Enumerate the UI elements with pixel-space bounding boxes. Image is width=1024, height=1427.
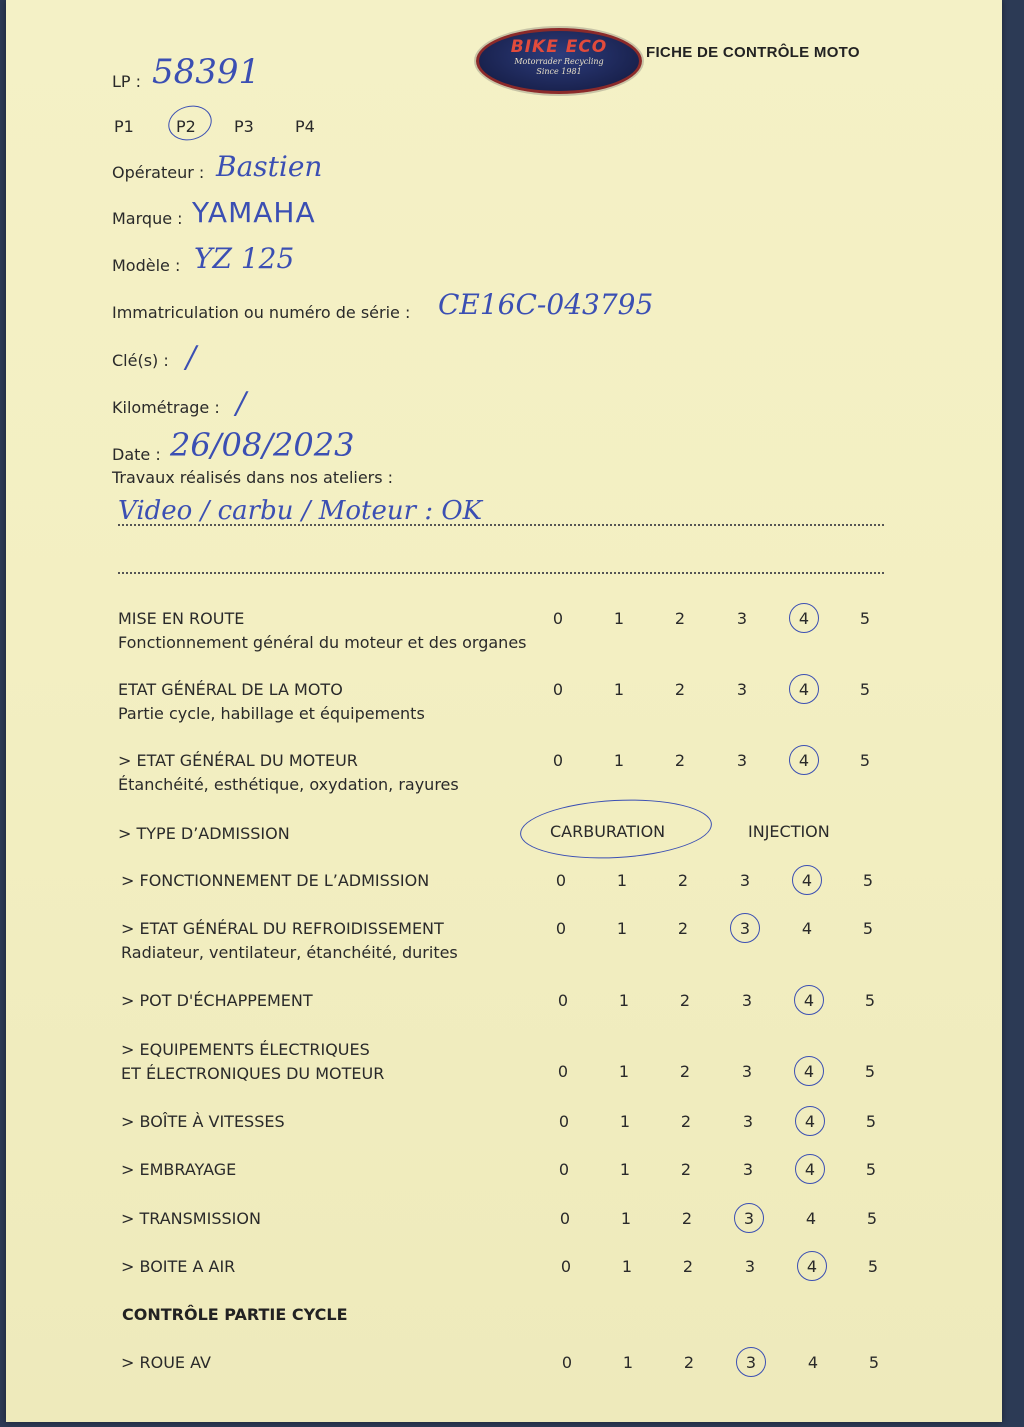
rating-selection-circle: [794, 985, 824, 1015]
rating-score-2[interactable]: 2: [677, 871, 689, 890]
modele-value[interactable]: YZ 125: [194, 242, 295, 275]
rating-score-2[interactable]: 2: [674, 680, 686, 699]
kilometrage-value[interactable]: /: [236, 386, 247, 421]
cles-value[interactable]: /: [186, 340, 197, 375]
rating-selection-circle: [789, 603, 819, 633]
logo-tagline: Motorrader Recycling: [514, 57, 604, 66]
rating-score-2[interactable]: 2: [681, 1209, 693, 1228]
p2-selection-circle: [164, 101, 215, 145]
rating-score-5[interactable]: 5: [866, 1209, 878, 1228]
rating-score-1[interactable]: 1: [620, 1209, 632, 1228]
travaux-value[interactable]: Video / carbu / Moteur : OK: [118, 496, 483, 526]
operateur-value[interactable]: Bastien: [216, 150, 323, 183]
rating-score-2[interactable]: 2: [674, 609, 686, 628]
rating-score-4[interactable]: 4: [798, 751, 810, 770]
rating-score-1[interactable]: 1: [619, 1112, 631, 1131]
admission-title: > TYPE D’ADMISSION: [118, 824, 290, 843]
rating-score-4[interactable]: 4: [803, 1062, 815, 1081]
rating-score-1[interactable]: 1: [613, 751, 625, 770]
admission-option-carburation[interactable]: CARBURATION: [550, 822, 666, 841]
p-option-1[interactable]: P1: [114, 117, 134, 136]
rating-score-3[interactable]: 3: [741, 1062, 753, 1081]
rating-score-3[interactable]: 3: [745, 1353, 757, 1372]
rating-score-4[interactable]: 4: [798, 609, 810, 628]
rating-score-0[interactable]: 0: [557, 1062, 569, 1081]
rating-score-3[interactable]: 3: [739, 871, 751, 890]
rating-score-3[interactable]: 3: [736, 609, 748, 628]
cles-label: Clé(s) :: [112, 351, 169, 370]
date-value[interactable]: 26/08/2023: [170, 426, 355, 464]
rating-score-5[interactable]: 5: [862, 871, 874, 890]
carburation-selection-circle: [519, 795, 714, 863]
lp-label: LP :: [112, 72, 142, 91]
rating-score-1[interactable]: 1: [622, 1353, 634, 1372]
rating-score-2[interactable]: 2: [680, 1112, 692, 1131]
rating-score-1[interactable]: 1: [618, 991, 630, 1010]
rating-score-2[interactable]: 2: [679, 991, 691, 1010]
rating-score-5[interactable]: 5: [859, 680, 871, 699]
marque-value[interactable]: YAMAHA: [192, 196, 316, 229]
rating-selection-circle: [734, 1203, 764, 1233]
rating-score-0[interactable]: 0: [552, 751, 564, 770]
rating-score-1[interactable]: 1: [618, 1062, 630, 1081]
logo-brand: BIKE ECO: [510, 37, 608, 57]
rating-score-5[interactable]: 5: [864, 991, 876, 1010]
kilometrage-label: Kilométrage :: [112, 398, 220, 417]
rating-score-2[interactable]: 2: [682, 1257, 694, 1276]
p-option-2[interactable]: P2: [176, 117, 196, 136]
logo-tagline-since: Since 1981: [536, 67, 582, 76]
rating-score-0[interactable]: 0: [561, 1353, 573, 1372]
immat-label: Immatriculation ou numéro de série :: [112, 303, 411, 322]
partie-cycle-heading: CONTRÔLE PARTIE CYCLE: [122, 1305, 348, 1324]
rating-selection-circle: [795, 1154, 825, 1184]
admission-option-injection[interactable]: INJECTION: [748, 822, 830, 841]
sheet-title: FICHE DE CONTRÔLE MOTO: [646, 44, 860, 61]
rating-selection-circle: [794, 1056, 824, 1086]
rating-score-0[interactable]: 0: [559, 1209, 571, 1228]
rating-score-5[interactable]: 5: [859, 609, 871, 628]
rating-title: MISE EN ROUTE: [118, 609, 245, 628]
rating-score-0[interactable]: 0: [558, 1112, 570, 1131]
rating-score-4[interactable]: 4: [807, 1353, 819, 1372]
rating-selection-circle: [730, 913, 760, 943]
rating-subtitle: Partie cycle, habillage et équipements: [118, 704, 425, 723]
rating-score-0[interactable]: 0: [552, 609, 564, 628]
rating-title: > BOITE A AIR: [121, 1257, 236, 1276]
rating-title: > ETAT GÉNÉRAL DU MOTEUR: [118, 751, 358, 770]
rating-score-4[interactable]: 4: [804, 1160, 816, 1179]
p-option-4[interactable]: P4: [295, 117, 315, 136]
rating-title: > TRANSMISSION: [121, 1209, 261, 1228]
rating-score-2[interactable]: 2: [680, 1160, 692, 1179]
rating-score-1[interactable]: 1: [616, 919, 628, 938]
rating-score-3[interactable]: 3: [736, 751, 748, 770]
immat-value[interactable]: CE16C-043795: [438, 288, 654, 321]
rating-title: > FONCTIONNEMENT DE L’ADMISSION: [121, 871, 430, 890]
rating-score-1[interactable]: 1: [616, 871, 628, 890]
rating-score-5[interactable]: 5: [864, 1062, 876, 1081]
rating-subtitle: Fonctionnement général du moteur et des organes: [118, 633, 527, 652]
rating-score-2[interactable]: 2: [679, 1062, 691, 1081]
rating-score-0[interactable]: 0: [558, 1160, 570, 1179]
rating-title: > BOÎTE À VITESSES: [121, 1112, 285, 1131]
bike-eco-logo: [476, 28, 642, 94]
rating-title: ETAT GÉNÉRAL DE LA MOTO: [118, 680, 343, 699]
rating-score-4[interactable]: 4: [804, 1112, 816, 1131]
rating-score-3[interactable]: 3: [742, 1160, 754, 1179]
rating-score-5[interactable]: 5: [865, 1112, 877, 1131]
rating-title: > EMBRAYAGE: [121, 1160, 237, 1179]
travaux-label: Travaux réalisés dans nos ateliers :: [112, 468, 394, 487]
rating-subtitle: ET ÉLECTRONIQUES DU MOTEUR: [121, 1064, 385, 1083]
rating-score-3[interactable]: 3: [741, 991, 753, 1010]
control-sheet: [6, 0, 1002, 1422]
rating-score-2[interactable]: 2: [683, 1353, 695, 1372]
marque-label: Marque :: [112, 209, 183, 228]
rating-score-4[interactable]: 4: [798, 680, 810, 699]
rating-title: > ETAT GÉNÉRAL DU REFROIDISSEMENT: [121, 919, 444, 938]
rating-score-4[interactable]: 4: [801, 919, 813, 938]
rating-score-0[interactable]: 0: [555, 871, 567, 890]
rating-score-4[interactable]: 4: [806, 1257, 818, 1276]
rating-score-4[interactable]: 4: [803, 991, 815, 1010]
rating-score-0[interactable]: 0: [560, 1257, 572, 1276]
rating-score-3[interactable]: 3: [739, 919, 751, 938]
rating-selection-circle: [792, 865, 822, 895]
rating-score-3[interactable]: 3: [744, 1257, 756, 1276]
rating-score-3[interactable]: 3: [743, 1209, 755, 1228]
rating-title: > EQUIPEMENTS ÉLECTRIQUES: [121, 1040, 370, 1059]
rating-selection-circle: [789, 745, 819, 775]
rating-score-0[interactable]: 0: [557, 991, 569, 1010]
modele-label: Modèle :: [112, 256, 181, 275]
rating-score-4[interactable]: 4: [805, 1209, 817, 1228]
rating-title: > POT D'ÉCHAPPEMENT: [121, 991, 313, 1010]
rating-score-5[interactable]: 5: [859, 751, 871, 770]
rating-score-4[interactable]: 4: [801, 871, 813, 890]
p-option-3[interactable]: P3: [234, 117, 254, 136]
operateur-label: Opérateur :: [112, 163, 205, 182]
rating-score-1[interactable]: 1: [619, 1160, 631, 1179]
rating-subtitle: Radiateur, ventilateur, étanchéité, durites: [121, 943, 458, 962]
travaux-line-2: [118, 572, 884, 574]
date-label: Date :: [112, 445, 161, 464]
rating-selection-circle: [789, 674, 819, 704]
rating-score-5[interactable]: 5: [868, 1353, 880, 1372]
travaux-line-1: [118, 524, 884, 526]
rating-selection-circle: [736, 1347, 766, 1377]
rating-score-3[interactable]: 3: [742, 1112, 754, 1131]
rating-score-1[interactable]: 1: [613, 680, 625, 699]
rating-score-3[interactable]: 3: [736, 680, 748, 699]
rating-score-5[interactable]: 5: [867, 1257, 879, 1276]
rating-score-5[interactable]: 5: [862, 919, 874, 938]
rating-title: > ROUE AV: [121, 1353, 211, 1372]
rating-subtitle: Étanchéité, esthétique, oxydation, rayures: [118, 775, 459, 794]
rating-score-2[interactable]: 2: [677, 919, 689, 938]
lp-value[interactable]: 58391: [152, 52, 261, 92]
rating-score-1[interactable]: 1: [613, 609, 625, 628]
rating-score-0[interactable]: 0: [555, 919, 567, 938]
rating-selection-circle: [795, 1106, 825, 1136]
rating-score-5[interactable]: 5: [865, 1160, 877, 1179]
rating-score-2[interactable]: 2: [674, 751, 686, 770]
rating-selection-circle: [797, 1251, 827, 1281]
rating-score-1[interactable]: 1: [621, 1257, 633, 1276]
rating-score-0[interactable]: 0: [552, 680, 564, 699]
